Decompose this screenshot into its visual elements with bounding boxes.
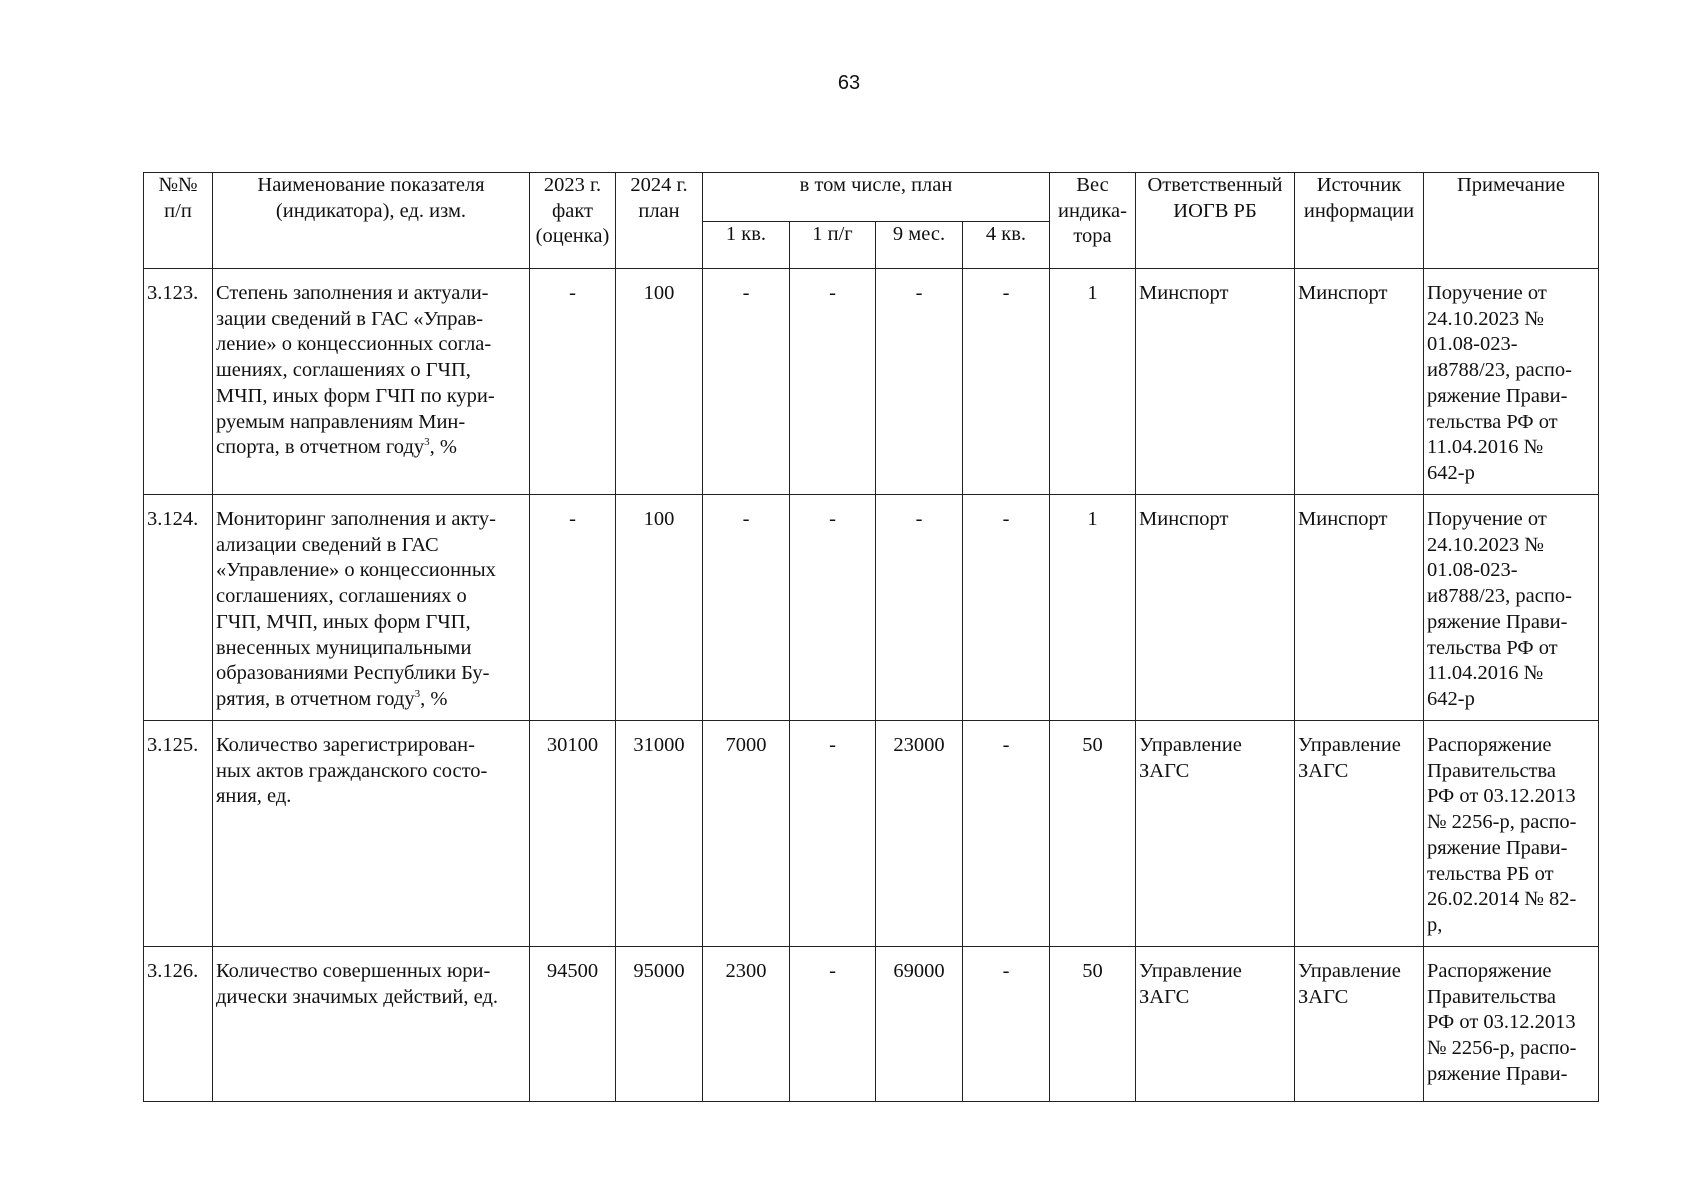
value-q4: - (963, 269, 1050, 495)
value-half-year: - (790, 495, 876, 721)
indicator-text: Степень заполнения и актуали- зации сведений в ГАС «Управ- ление» о концессионных согла- шениях, соглашениях о ГЧП, МЧП, иных форм ГЧП по кури- руемым направлениям Мин- спорта, в отчетном году (216, 282, 495, 459)
value-9-months: 23000 (876, 721, 963, 947)
value-note: Распоряжение Правительства РФ от 03.12.2013 № 2256-р, распо- ряжение Прави- (1424, 947, 1599, 1102)
value-2023: - (530, 495, 616, 721)
row-number: 3.123. (144, 269, 213, 495)
indicator-text: Мониторинг заполнения и акту- ализации сведений в ГАС «Управление» о концессионных соглашениях, соглашениях о ГЧП, МЧП, иных форм ГЧП, внесенных муниципальными образованиями Республики Бу- рятия, в отчетном году (216, 508, 496, 710)
value-q1: - (703, 269, 790, 495)
value-source: Управление ЗАГС (1295, 721, 1424, 947)
value-note: Поручение от 24.10.2023 № 01.08-023- и8788/23, распо- ряжение Прави- тельства РФ от 11.04.2016 № 642-р (1424, 269, 1599, 495)
row-number: 3.126. (144, 947, 213, 1102)
value-responsible: Минспорт (1136, 269, 1295, 495)
table-header (144, 173, 1599, 269)
row-number: 3.124. (144, 495, 213, 721)
indicator-text: Количество совершенных юри- дически значимых действий, ед. (216, 960, 499, 1008)
header-including-plan: в том числе, план (703, 173, 1050, 222)
header-2023: 2023 г. факт (оценка) (530, 173, 616, 269)
value-weight: 50 (1050, 721, 1136, 947)
table-row (144, 495, 1599, 721)
indicators-table (143, 172, 1599, 1102)
value-2024: 100 (616, 495, 703, 721)
value-half-year: - (790, 947, 876, 1102)
value-source: Минспорт (1295, 269, 1424, 495)
header-9-months: 9 мес. (876, 222, 963, 269)
value-source: Управление ЗАГС (1295, 947, 1424, 1102)
row-indicator-name (213, 721, 530, 947)
row-indicator-name (213, 269, 530, 495)
value-half-year: - (790, 269, 876, 495)
value-9-months: - (876, 269, 963, 495)
value-9-months: 69000 (876, 947, 963, 1102)
value-2024: 95000 (616, 947, 703, 1102)
value-q1: - (703, 495, 790, 721)
value-q4: - (963, 495, 1050, 721)
value-q1: 2300 (703, 947, 790, 1102)
footnote-ref: 3 (414, 688, 421, 701)
value-weight: 1 (1050, 269, 1136, 495)
page-number: 63 (837, 72, 861, 94)
value-2023: 94500 (530, 947, 616, 1102)
header-q4: 4 кв. (963, 222, 1050, 269)
unit-suffix: , % (420, 687, 448, 710)
value-2023: - (530, 269, 616, 495)
value-responsible: Минспорт (1136, 495, 1295, 721)
row-indicator-name (213, 495, 530, 721)
value-q1: 7000 (703, 721, 790, 947)
row-indicator-name (213, 947, 530, 1102)
value-responsible: Управление ЗАГС (1136, 947, 1295, 1102)
indicator-text: Количество зарегистрирован- ных актов гражданского состо- яния, ед. (216, 734, 488, 808)
unit-suffix: , % (429, 436, 457, 459)
value-note: Поручение от 24.10.2023 № 01.08-023- и8788/23, распо- ряжение Прави- тельства РФ от 11.04.2016 № 642-р (1424, 495, 1599, 721)
header-2024: 2024 г. план (616, 173, 703, 269)
value-9-months: - (876, 495, 963, 721)
header-q1: 1 кв. (703, 222, 790, 269)
header-weight: Вес индика- тора (1050, 173, 1136, 269)
value-source: Минспорт (1295, 495, 1424, 721)
value-q4: - (963, 721, 1050, 947)
value-responsible: Управление ЗАГС (1136, 721, 1295, 947)
value-2023: 30100 (530, 721, 616, 947)
header-half-year: 1 п/г (790, 222, 876, 269)
header-name: Наименование показателя (индикатора), ед. изм. (213, 173, 530, 269)
value-note: Распоряжение Правительства РФ от 03.12.2013 № 2256-р, распо- ряжение Прави- тельства РБ от 26.02.2014 № 82- р, (1424, 721, 1599, 947)
value-q4: - (963, 947, 1050, 1102)
value-weight: 1 (1050, 495, 1136, 721)
value-weight: 50 (1050, 947, 1136, 1102)
footnote-ref: 3 (424, 436, 430, 449)
header-num: №№ п/п (144, 173, 213, 269)
value-2024: 100 (616, 269, 703, 495)
header-responsible: Ответственный ИОГВ РБ (1136, 173, 1295, 269)
table-row (144, 721, 1599, 947)
table-row (144, 269, 1599, 495)
value-2024: 31000 (616, 721, 703, 947)
table-row (144, 947, 1599, 1102)
row-number: 3.125. (144, 721, 213, 947)
header-note: Примечание (1424, 173, 1599, 269)
value-half-year: - (790, 721, 876, 947)
header-source: Источник информации (1295, 173, 1424, 269)
